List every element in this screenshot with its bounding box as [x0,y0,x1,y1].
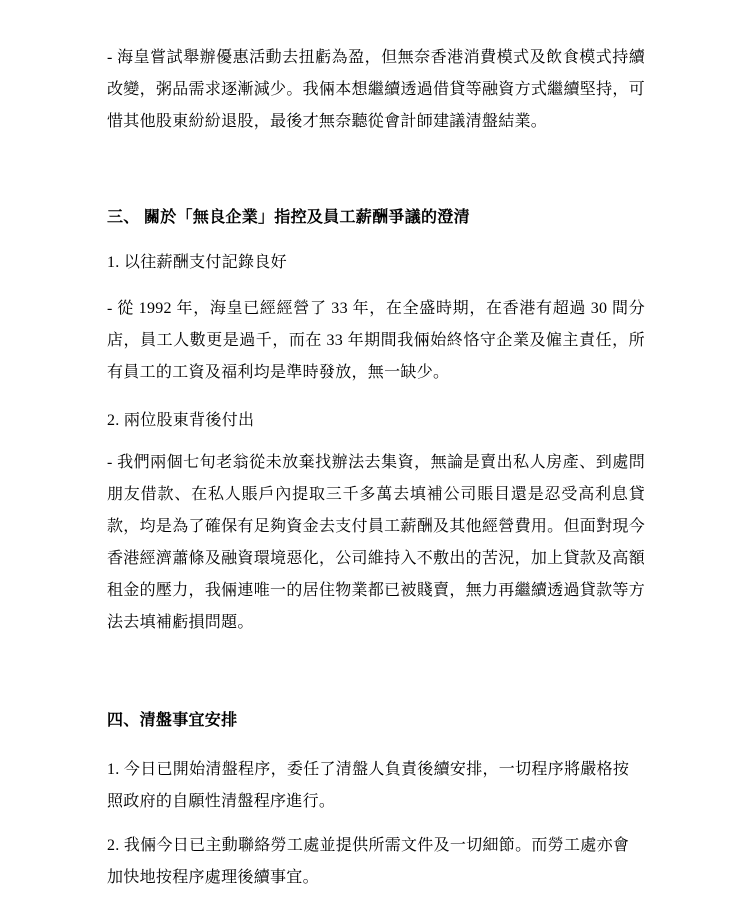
paragraph-company-history: - 從 1992 年，海皇已經經營了 33 年，在全盛時期，在香港有超過 30 間分店，員工人數更是過千，而在 33 年期間我倆始終恪守企業及僱主責任，所有員工的工資及福利均是準時發放，無一缺少。 [107,300,645,381]
paragraph-labour-department: 2. 我倆今日已主動聯絡勞工處並提供所需文件及一切細節。而勞工處亦會加快地按程序處理後續事宜。 [107,837,630,886]
paragraph-liquidation-procedure: 1. 今日已開始清盤程序，委任了清盤人負責後續安排，一切程序將嚴格按照政府的自願性清盤程序進行。 [107,761,630,810]
section-heading-4: 四、清盤事宜安排 [107,712,238,729]
paragraph-liquidation-reason: - 海皇嘗試舉辦優惠活動去扭虧為盈，但無奈香港消費模式及飲食模式持續改變，粥品需求逐漸減少。我倆本想繼續透過借貸等融資方式繼續堅持，可惜其他股東紛紛退股，最後才無奈聽從會計師建議清盤結業。 [107,49,645,130]
sub-heading-payroll-record: 1. 以往薪酬支付記錄良好 [107,254,287,271]
paragraph-fundraising-efforts: - 我們兩個七旬老翁從未放棄找辦法去集資，無論是賣出私人房產、到處問朋友借款、在私人賬戶內提取三千多萬去填補公司賬目還是忍受高利息貸款，均是為了確保有足夠資金去支付員工薪酬及其他經營費用。但面對現今香港經濟蕭條及融資環境惡化，公司維持入不敷出的苦況，加上貸款及高額租金的壓力，我倆連唯一的居住物業都已被賤賣，無力再繼續透過貸款等方法去填補虧損問題。 [107,454,645,631]
sub-heading-shareholders-effort: 2. 兩位股東背後付出 [107,412,255,429]
section-heading-3: 三、 關於「無良企業」指控及員工薪酬爭議的澄清 [107,209,470,226]
